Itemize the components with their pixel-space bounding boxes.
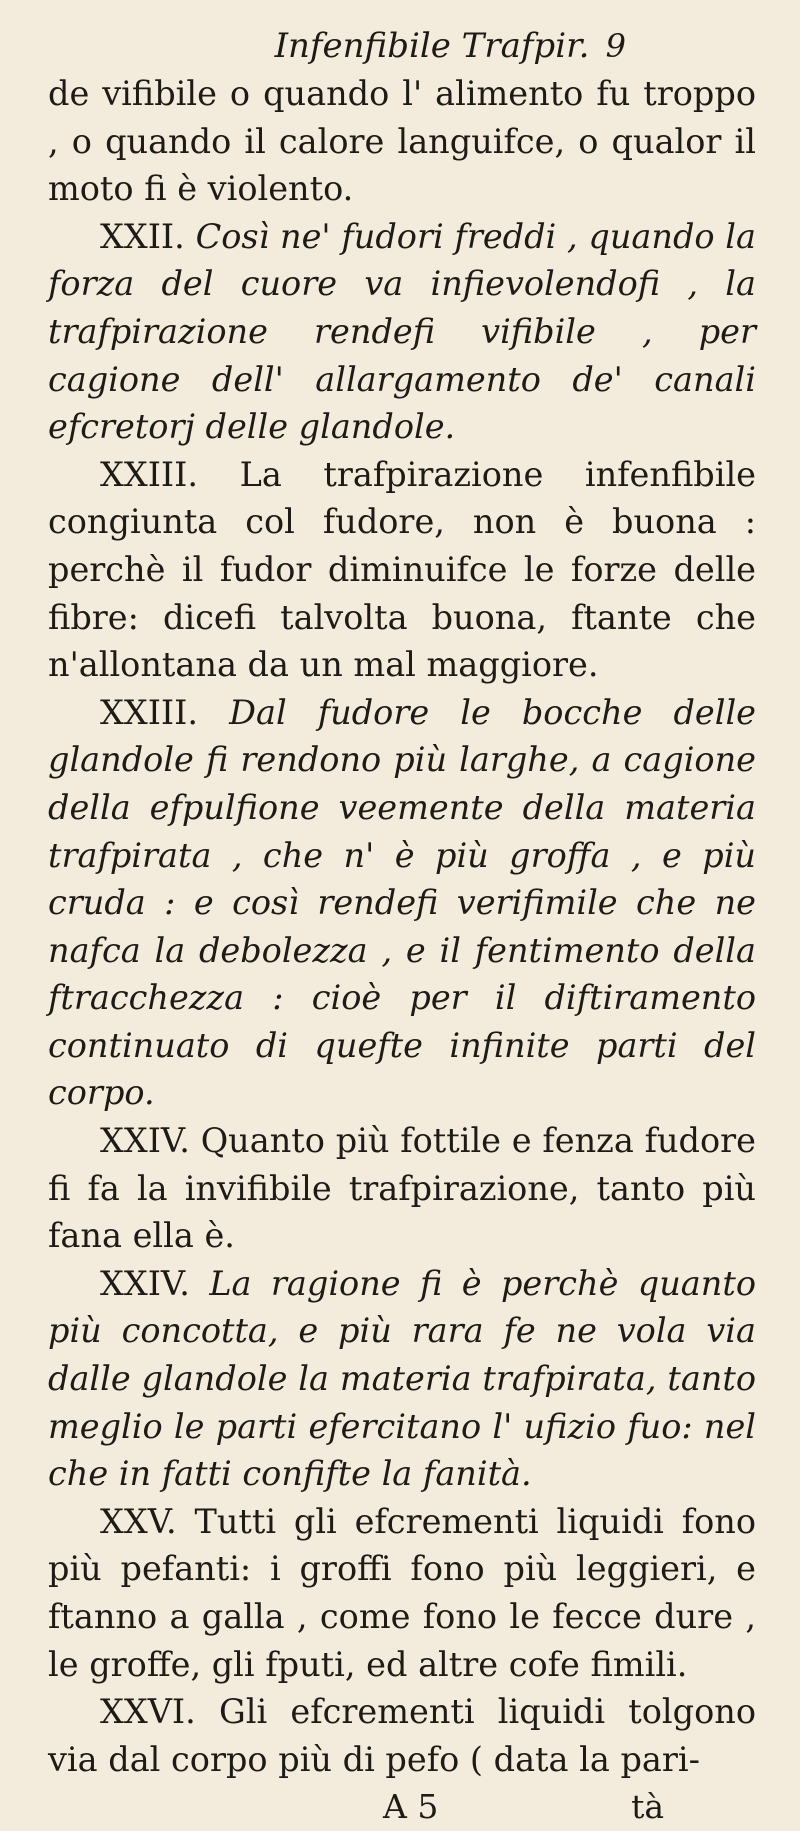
paragraph-XXIV-b xyxy=(48,1260,756,1498)
page-footer xyxy=(48,1783,756,1831)
paragraph-XXIII-a xyxy=(48,451,756,689)
paragraph-continuation xyxy=(48,70,756,213)
running-title: Infenfibile Trafpir. xyxy=(274,26,590,66)
paragraph-text: Tutti gli efcrementi liquidi fono più pefanti: i groffi fono più leggieri, e ftanno a galla , come fono le fecce dure , le groffe, gli fputi, ed altre cofe fimili. xyxy=(48,1501,757,1684)
paragraph-text: Così ne' fudori freddi , quando la forza del cuore va infievolendofi , la trafpirazione rendefi vifibile , per cagione dell' allargamento de' canali efcretorj delle glandole. xyxy=(48,216,756,447)
paragraph-text: de vifibile o quando l' alimento fu troppo , o quando il calore languifce, o qualor il moto fi è violento. xyxy=(48,74,756,209)
paragraph-number: XXIII. xyxy=(100,454,199,494)
paragraph-XXVI xyxy=(48,1688,756,1783)
paragraph-text: Quanto più fottile e fenza fudore fi fa la invifibile trafpirazione, tanto più fana ella è. xyxy=(48,1121,756,1256)
paragraph-text: Gli efcrementi liquidi tolgono via dal corpo più di pefo ( data la pari- xyxy=(48,1692,757,1779)
catchword: tà xyxy=(631,1787,664,1827)
running-head xyxy=(48,22,756,70)
paragraph-number: XXIV. xyxy=(100,1121,190,1161)
paragraph-XXIII-b xyxy=(48,689,756,1117)
paragraph-XXII xyxy=(48,213,756,451)
paragraph-text: La ragione fi è perchè quanto più concotta, e più rara fe ne vola via dalle glandole la materia trafpirata, tanto meglio le parti efercitano l' ufizio fuo: nel che in fatti confifte la fanità. xyxy=(48,1263,756,1494)
paragraph-number: XXV. xyxy=(100,1501,177,1541)
paragraph-text: La trafpirazione infenfibile congiunta col fudore, non è buona : perchè il fudor diminuifce le forze delle fibre: dicefi talvolta buona, ftante che n'allontana da un mal maggiore. xyxy=(48,454,756,685)
paragraph-number: XXIII. xyxy=(100,692,199,732)
page-number: 9 xyxy=(605,27,626,65)
paragraph-XXIV-a xyxy=(48,1117,756,1260)
paragraph-number: XXIV. xyxy=(100,1263,190,1303)
paragraph-number: XXVI. xyxy=(100,1692,196,1732)
signature-mark: A 5 xyxy=(383,1787,439,1827)
paragraph-text: Dal fudore le bocche delle glandole fi rendono più larghe, a cagione della efpulfione veemente della materia trafpirata , che n' è più groffa , e più cruda : e così rendefi verifimile che ne nafca la debolezza , e il fentimento della ftracchezza : cioè per il diftiramento continuato di quefte infinite parti del corpo. xyxy=(48,692,756,1113)
paragraph-XXV xyxy=(48,1498,756,1688)
paragraph-number: XXII. xyxy=(100,216,185,256)
